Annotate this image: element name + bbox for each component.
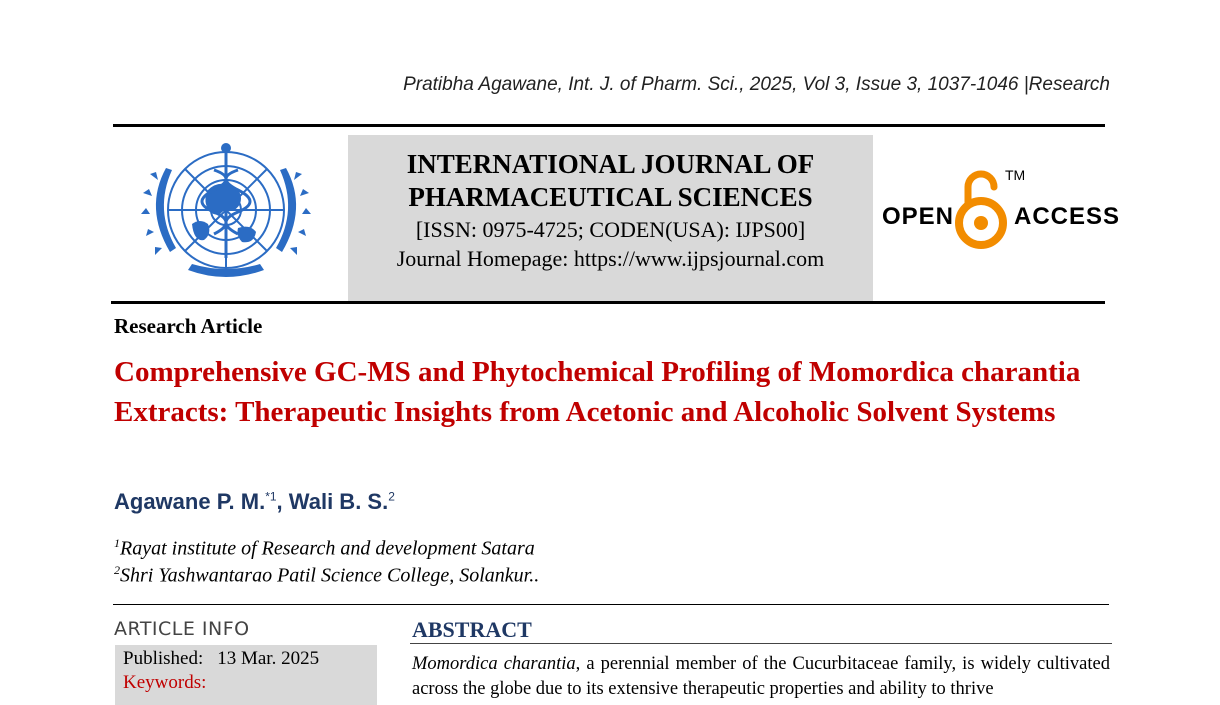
affiliation-number: 2: [114, 563, 120, 577]
author-list: [114, 489, 395, 515]
published-label: Published:: [123, 648, 204, 669]
journal-emblem-icon: [128, 140, 324, 284]
header-top-rule: [113, 124, 1105, 127]
author-affiliation-marker: 2: [388, 489, 395, 504]
journal-name: [348, 148, 873, 214]
affiliation-text: Rayat institute of Research and development Satara: [120, 537, 535, 560]
section-divider: [113, 604, 1109, 605]
open-access-lock-icon: [954, 165, 1008, 251]
journal-issn: [ISSN: 0975-4725; CODEN(USA): IJPS00]: [415, 217, 806, 242]
affiliation: [114, 536, 535, 561]
author-name: Wali B. S.: [288, 489, 389, 514]
article-info-label: ARTICLE INFO: [114, 618, 250, 640]
article-title: Comprehensive GC-MS and Phytochemical Profiling of Momordica charantia Extracts: Therapeutic Insights from Acetonic and Alcoholic Solvent Systems: [114, 356, 1081, 428]
author-name: Agawane P. M.: [114, 489, 266, 514]
abstract-species-name: Momordica charantia: [412, 654, 576, 674]
open-access-trademark: TM: [1005, 167, 1026, 183]
open-access-access-text: ACCESS: [1014, 203, 1121, 230]
article-info-box: [115, 645, 377, 705]
abstract-rule: [410, 643, 1112, 644]
published-row: [123, 648, 319, 670]
open-access-badge: [880, 165, 1121, 255]
running-header: Pratibha Agawane, Int. J. of Pharm. Sci., 2025, Vol 3, Issue 3, 1037-1046 |Research: [403, 74, 1110, 95]
author-affiliation-marker: *1: [265, 489, 277, 504]
affiliation-number: 1: [114, 536, 120, 550]
journal-name-line1: INTERNATIONAL JOURNAL OF: [406, 149, 815, 179]
journal-name-line2: PHARMACEUTICAL SCIENCES: [408, 182, 813, 212]
abstract-body: , a perennial member of the Cucurbitaceae family, is widely cultivated across the globe due to its extensive therapeutic properties and ability to thrive: [412, 654, 1110, 699]
abstract-heading: ABSTRACT: [412, 617, 532, 642]
keywords-label: Keywords:: [123, 672, 207, 693]
open-access-open-text: OPEN: [882, 203, 955, 230]
affiliation-text: Shri Yashwantarao Patil Science College, Solankur..: [120, 564, 540, 587]
journal-info-box: [348, 135, 873, 301]
affiliation: [114, 563, 539, 588]
header-bottom-rule: [111, 301, 1105, 304]
published-date: 13 Mar. 2025: [217, 648, 320, 669]
journal-homepage: Journal Homepage: https://www.ijpsjournal.com: [396, 246, 825, 271]
article-type: Research Article: [114, 314, 263, 338]
author-separator: ,: [276, 489, 289, 514]
